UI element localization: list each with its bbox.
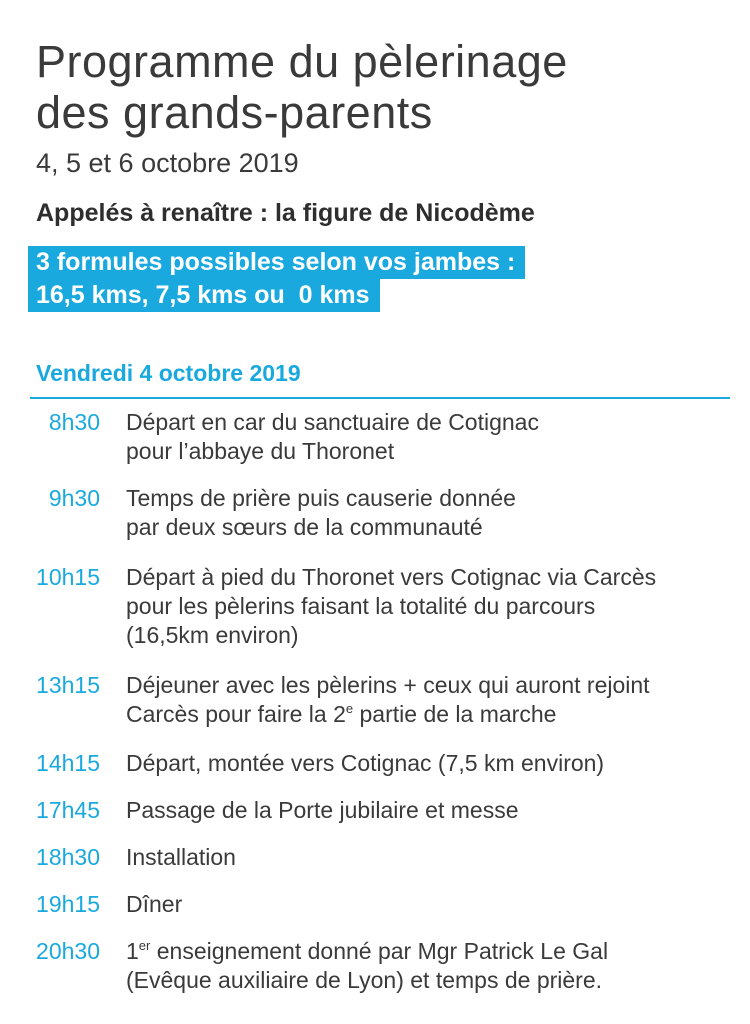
theme-subtitle: Appelés à renaître : la figure de Nicodème <box>36 199 535 227</box>
event-time: 8h30 <box>48 409 100 435</box>
event-dates: 4, 5 et 6 octobre 2019 <box>36 148 299 178</box>
event-line <box>126 700 736 729</box>
event-line: Dîner <box>126 891 183 917</box>
event-time: 9h30 <box>48 485 100 511</box>
event-time: 10h15 <box>36 564 100 590</box>
event-line: Départ à pied du Thoronet vers Cotignac via Carcès <box>126 564 657 590</box>
event-line: Déjeuner avec les pèlerins + ceux qui auront rejoint <box>126 672 650 698</box>
day-heading: Vendredi 4 octobre 2019 <box>36 360 301 386</box>
event-time: 13h15 <box>36 672 100 698</box>
title-line-1: Programme du pèlerinage <box>36 36 568 87</box>
formulas-highlight-line-2: 16,5 kms, 7,5 kms ou 0 kms <box>28 279 380 312</box>
event-description <box>126 890 736 919</box>
event-line-text: partie de la marche <box>353 701 557 727</box>
event-description <box>126 843 736 872</box>
event-line: pour les pèlerins faisant la totalité du parcours <box>126 593 596 619</box>
formulas-highlight-line-1: 3 formules possibles selon vos jambes : <box>28 246 525 279</box>
event-line: Temps de prière puis causerie donnée <box>126 485 516 511</box>
event-line-text: enseignement donné par Mgr Patrick Le Gal <box>150 938 609 964</box>
event-description <box>126 563 736 650</box>
event-time: 17h45 <box>36 797 100 823</box>
event-line-text: 1 <box>126 938 139 964</box>
event-time: 19h15 <box>36 891 100 917</box>
event-time: 14h15 <box>36 750 100 776</box>
event-line: par deux sœurs de la communauté <box>126 514 483 540</box>
event-line: Installation <box>126 844 236 870</box>
event-time: 20h30 <box>36 938 100 964</box>
title-line-2: des grands-parents <box>36 87 433 138</box>
event-line-text: Carcès pour faire la 2 <box>126 701 346 727</box>
ordinal-superscript: er <box>138 938 151 953</box>
event-line: Départ en car du sanctuaire de Cotignac <box>126 409 539 435</box>
event-line: (16,5km environ) <box>126 622 299 648</box>
day-divider <box>30 397 730 399</box>
event-line: (Evêque auxiliaire de Lyon) et temps de prière. <box>126 967 603 993</box>
event-description <box>126 796 736 825</box>
event-time: 18h30 <box>36 844 100 870</box>
event-line: Passage de la Porte jubilaire et messe <box>126 797 519 823</box>
event-description <box>126 484 736 542</box>
formulas-highlight <box>28 246 525 312</box>
event-description <box>126 408 736 466</box>
page-title <box>36 36 568 138</box>
event-description <box>126 749 736 778</box>
event-line: Départ, montée vers Cotignac (7,5 km environ) <box>126 750 605 776</box>
event-line: pour l’abbaye du Thoronet <box>126 438 395 464</box>
ordinal-superscript: e <box>345 701 354 716</box>
event-line <box>126 937 736 966</box>
event-description <box>126 671 736 729</box>
event-description <box>126 937 736 995</box>
